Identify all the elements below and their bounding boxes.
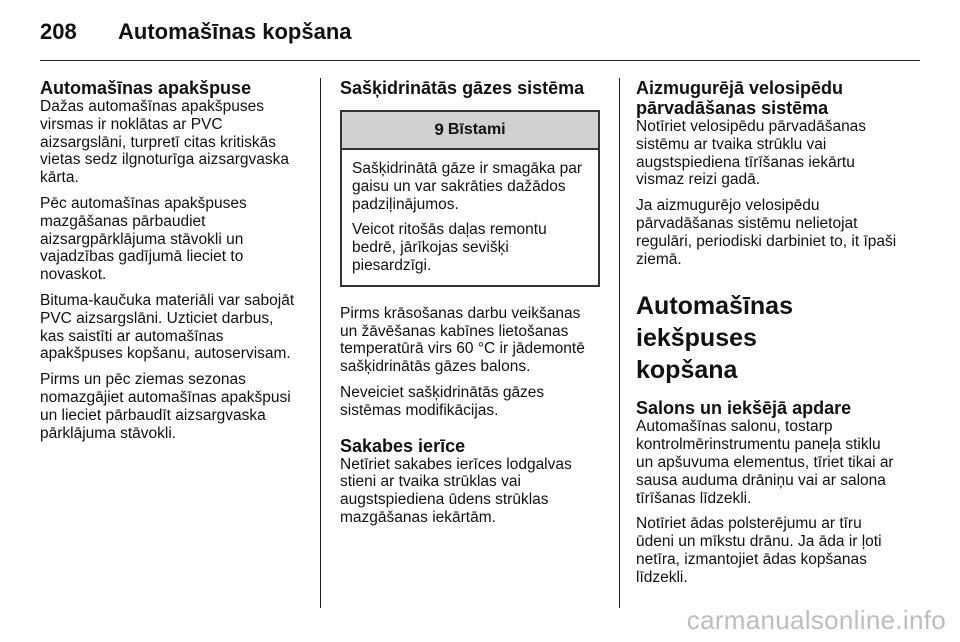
warning-header bbox=[342, 112, 598, 150]
paragraph: Notīriet velosipēdu pārvadāšanas sistēmu ar tvaika strūklu vai augstspiediena tīrīšanas iekārtu vismaz reizi gadā. bbox=[636, 118, 867, 189]
warning-paragraph: Sašķidrinātā gāze ir smagāka par gaisu un var sakrāties dažādos padziļinājumos. bbox=[352, 160, 583, 213]
paragraph: Dažas automašīnas apakšpuses virsmas ir noklātas ar PVC aizsargslāni, turpretī citas kritiskās vietas sedz ilgnoturīga aizsargvaska kārta. bbox=[40, 98, 289, 187]
section-heading-bike-carrier: Aizmugurējā velosipēdu pārvadāšanas sistēma bbox=[636, 78, 844, 118]
warning-body bbox=[342, 150, 598, 285]
column-3 bbox=[636, 78, 908, 595]
paragraph: Ja aizmugurējo velosipēdu pārvadāšanas sistēmu nelietojat regulāri, periodiski darbiniet to, it īpaši ziemā. bbox=[636, 197, 897, 268]
page-header bbox=[40, 12, 920, 52]
section-heading-towbar: Sakabes ierīce bbox=[340, 435, 466, 456]
warning-label: Bīstami bbox=[447, 121, 506, 139]
paragraph: Notīriet ādas polsterējumu ar tīru ūdeni un mīkstu drānu. Ja āda ir ļoti netīra, izmantojiet ādas kopšanas līdzekli. bbox=[636, 515, 882, 586]
paragraph: Pirms krāsošanas darbu veikšanas un žāvēšanas kabīnes lietošanas temperatūrā virs 60 °C ir jādemontē sašķidrinātās gāzes balons. bbox=[340, 304, 585, 376]
paragraph: Pēc automašīnas apakšpuses mazgāšanas pārbaudiet aizsargpārklājuma stāvokli un vajadzības gadījumā lieciet to novaskot. bbox=[40, 194, 247, 284]
header-divider bbox=[40, 60, 920, 61]
paragraph: Netīriet sakabes ierīces lodgalvas stieni ar tvaika strūklas vai augstspiediena ūdens strūklas mazgāšanas iekārtām. bbox=[340, 455, 572, 526]
column-divider-2 bbox=[619, 78, 620, 608]
paragraph: Neveiciet sašķidrinātās gāzes sistēmas modifikācijas. bbox=[340, 383, 545, 419]
page-title: Automašīnas kopšana bbox=[118, 19, 352, 44]
watermark: carmanualsonline.info bbox=[686, 605, 946, 635]
section-heading-underbody: Automašīnas apakšpuse bbox=[40, 78, 252, 98]
paragraph: Automašīnas salonu, tostarp kontrolmērinstrumentu paneļa stiklu un apšuvuma elementus, tīriet tikai ar sausa auduma drāniņu vai ar salona tīrīšanas līdzekli. bbox=[636, 418, 894, 507]
chapter-heading-interior-care: Automašīnas iekšpuses kopšana bbox=[636, 292, 793, 385]
warning-triangle-icon: 9 bbox=[434, 120, 444, 140]
column-1 bbox=[40, 78, 306, 450]
danger-warning-box bbox=[340, 110, 600, 287]
column-divider-1 bbox=[320, 78, 321, 608]
paragraph: Pirms un pēc ziemas sezonas nomazgājiet automašīnas apakšpusi un lieciet pārbaudīt aizsargvaska pārklājuma stāvokli. bbox=[40, 371, 291, 442]
section-heading-interior-trim: Salons un iekšējā apdare bbox=[636, 398, 852, 419]
column-2 bbox=[340, 78, 606, 535]
paragraph: Bituma-kaučuka materiāli var sabojāt PVC aizsargslāni. Uzticiet darbus, kas saistīti ar automašīnas apakšpuses kopšanu, autoservisam. bbox=[40, 291, 295, 363]
warning-paragraph: Veicot ritošās daļas remontu bedrē, jārīkojas sevišķi piesardzīgi. bbox=[352, 221, 547, 274]
section-heading-lpg: Sašķidrinātās gāzes sistēma bbox=[340, 78, 585, 98]
page-number: 208 bbox=[40, 19, 77, 44]
